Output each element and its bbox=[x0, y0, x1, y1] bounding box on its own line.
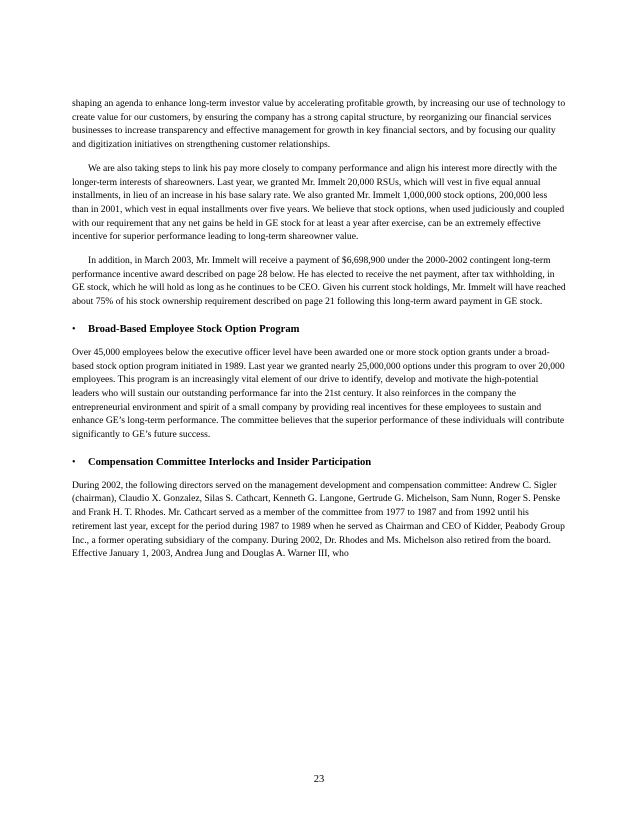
section-heading-text: Broad-Based Employee Stock Option Program bbox=[88, 323, 300, 335]
section-heading-committee-interlocks bbox=[72, 456, 566, 470]
paragraph-stock-option-program: Over 45,000 employees below the executive officer level have been awarded one or more stock option grants under a broad-based stock option program initiated in 1989. Last year we granted nearly 25,000,000 options under this program to over 20,000 employees. This program is an increasingly vital element of our drive to identify, develop and motivate the high-potential leaders who will sustain our outstanding performance far into the 21st century. It also reinforces in the company the entrepreneurial environment and spirit of a small company by providing real incentives for these employees to sustain and enhance GE’s long-term performance. The committee believes that the superior performance of these individuals will contribute significantly to GE’s future success. bbox=[72, 346, 565, 441]
paragraph-agenda: shaping an agenda to enhance long-term investor value by accelerating profitable growth, by increasing our use of technology to create value for our customers, by ensuring the company has a strong capital structure, by reorganizing our financial services businesses to increase transparency and effective management for growth in key financial sectors, and by focusing our quality and digitization initiatives on strengthening customer relationships. bbox=[72, 98, 566, 151]
section-heading-stock-option-program bbox=[72, 323, 566, 337]
page-number: 23 bbox=[313, 774, 325, 785]
bullet-icon: • bbox=[72, 456, 76, 468]
section-heading-text: Compensation Committee Interlocks and Insider Participation bbox=[88, 456, 372, 468]
paragraph-contingent-award: In addition, in March 2003, Mr. Immelt will receive a payment of $6,698,900 under the 2000-2002 contingent long-term performance incentive award described on page 28 below. He has elected to receive the net payment, after tax withholding, in GE stock, which he will hold as long as he continues to be CEO. Given his current stock holdings, Mr. Immelt will have reached about 75% of his stock ownership requirement described on page 21 following this long-term award payment in GE stock. bbox=[72, 255, 566, 308]
paragraph-pay-performance: We are also taking steps to link his pay more closely to company performance and align his interest more directly with the longer-term interests of shareowners. Last year, we granted Mr. Immelt 20,000 RSUs, which will vest in five equal annual installments, in lieu of an increase in his base salary rate. We also granted Mr. Immelt 1,000,000 stock options, 200,000 less than in 2001, which vest in equal installments over five years. We believe that stock options, when used judiciously and coupled with our requirement that any net gains be held in GE stock for at least a year after exercise, can be an extremely effective incentive for superior performance leading to long-term shareowner value. bbox=[72, 162, 565, 243]
paragraph-committee-interlocks: During 2002, the following directors served on the management development and compensation committee: Andrew C. Sigler (chairman), Claudio X. Gonzalez, Silas S. Cathcart, Kenneth G. Langone, Gertrude G. Michelson, Sam Nunn, Roger S. Penske and Frank H. T. Rhodes. Mr. Cathcart served as a member of the committee from 1977 to 1987 and from 1992 until his retirement last year, except for the period during 1987 to 1989 when he served as Chairman and CEO of Kidder, Peabody Group Inc., a former operating subsidiary of the company. During 2002, Dr. Rhodes and Ms. Michelson also retired from the board. Effective January 1, 2003, Andrea Jung and Douglas A. Warner III, who bbox=[72, 479, 565, 560]
page-content bbox=[72, 97, 566, 561]
bullet-icon: • bbox=[72, 323, 76, 335]
